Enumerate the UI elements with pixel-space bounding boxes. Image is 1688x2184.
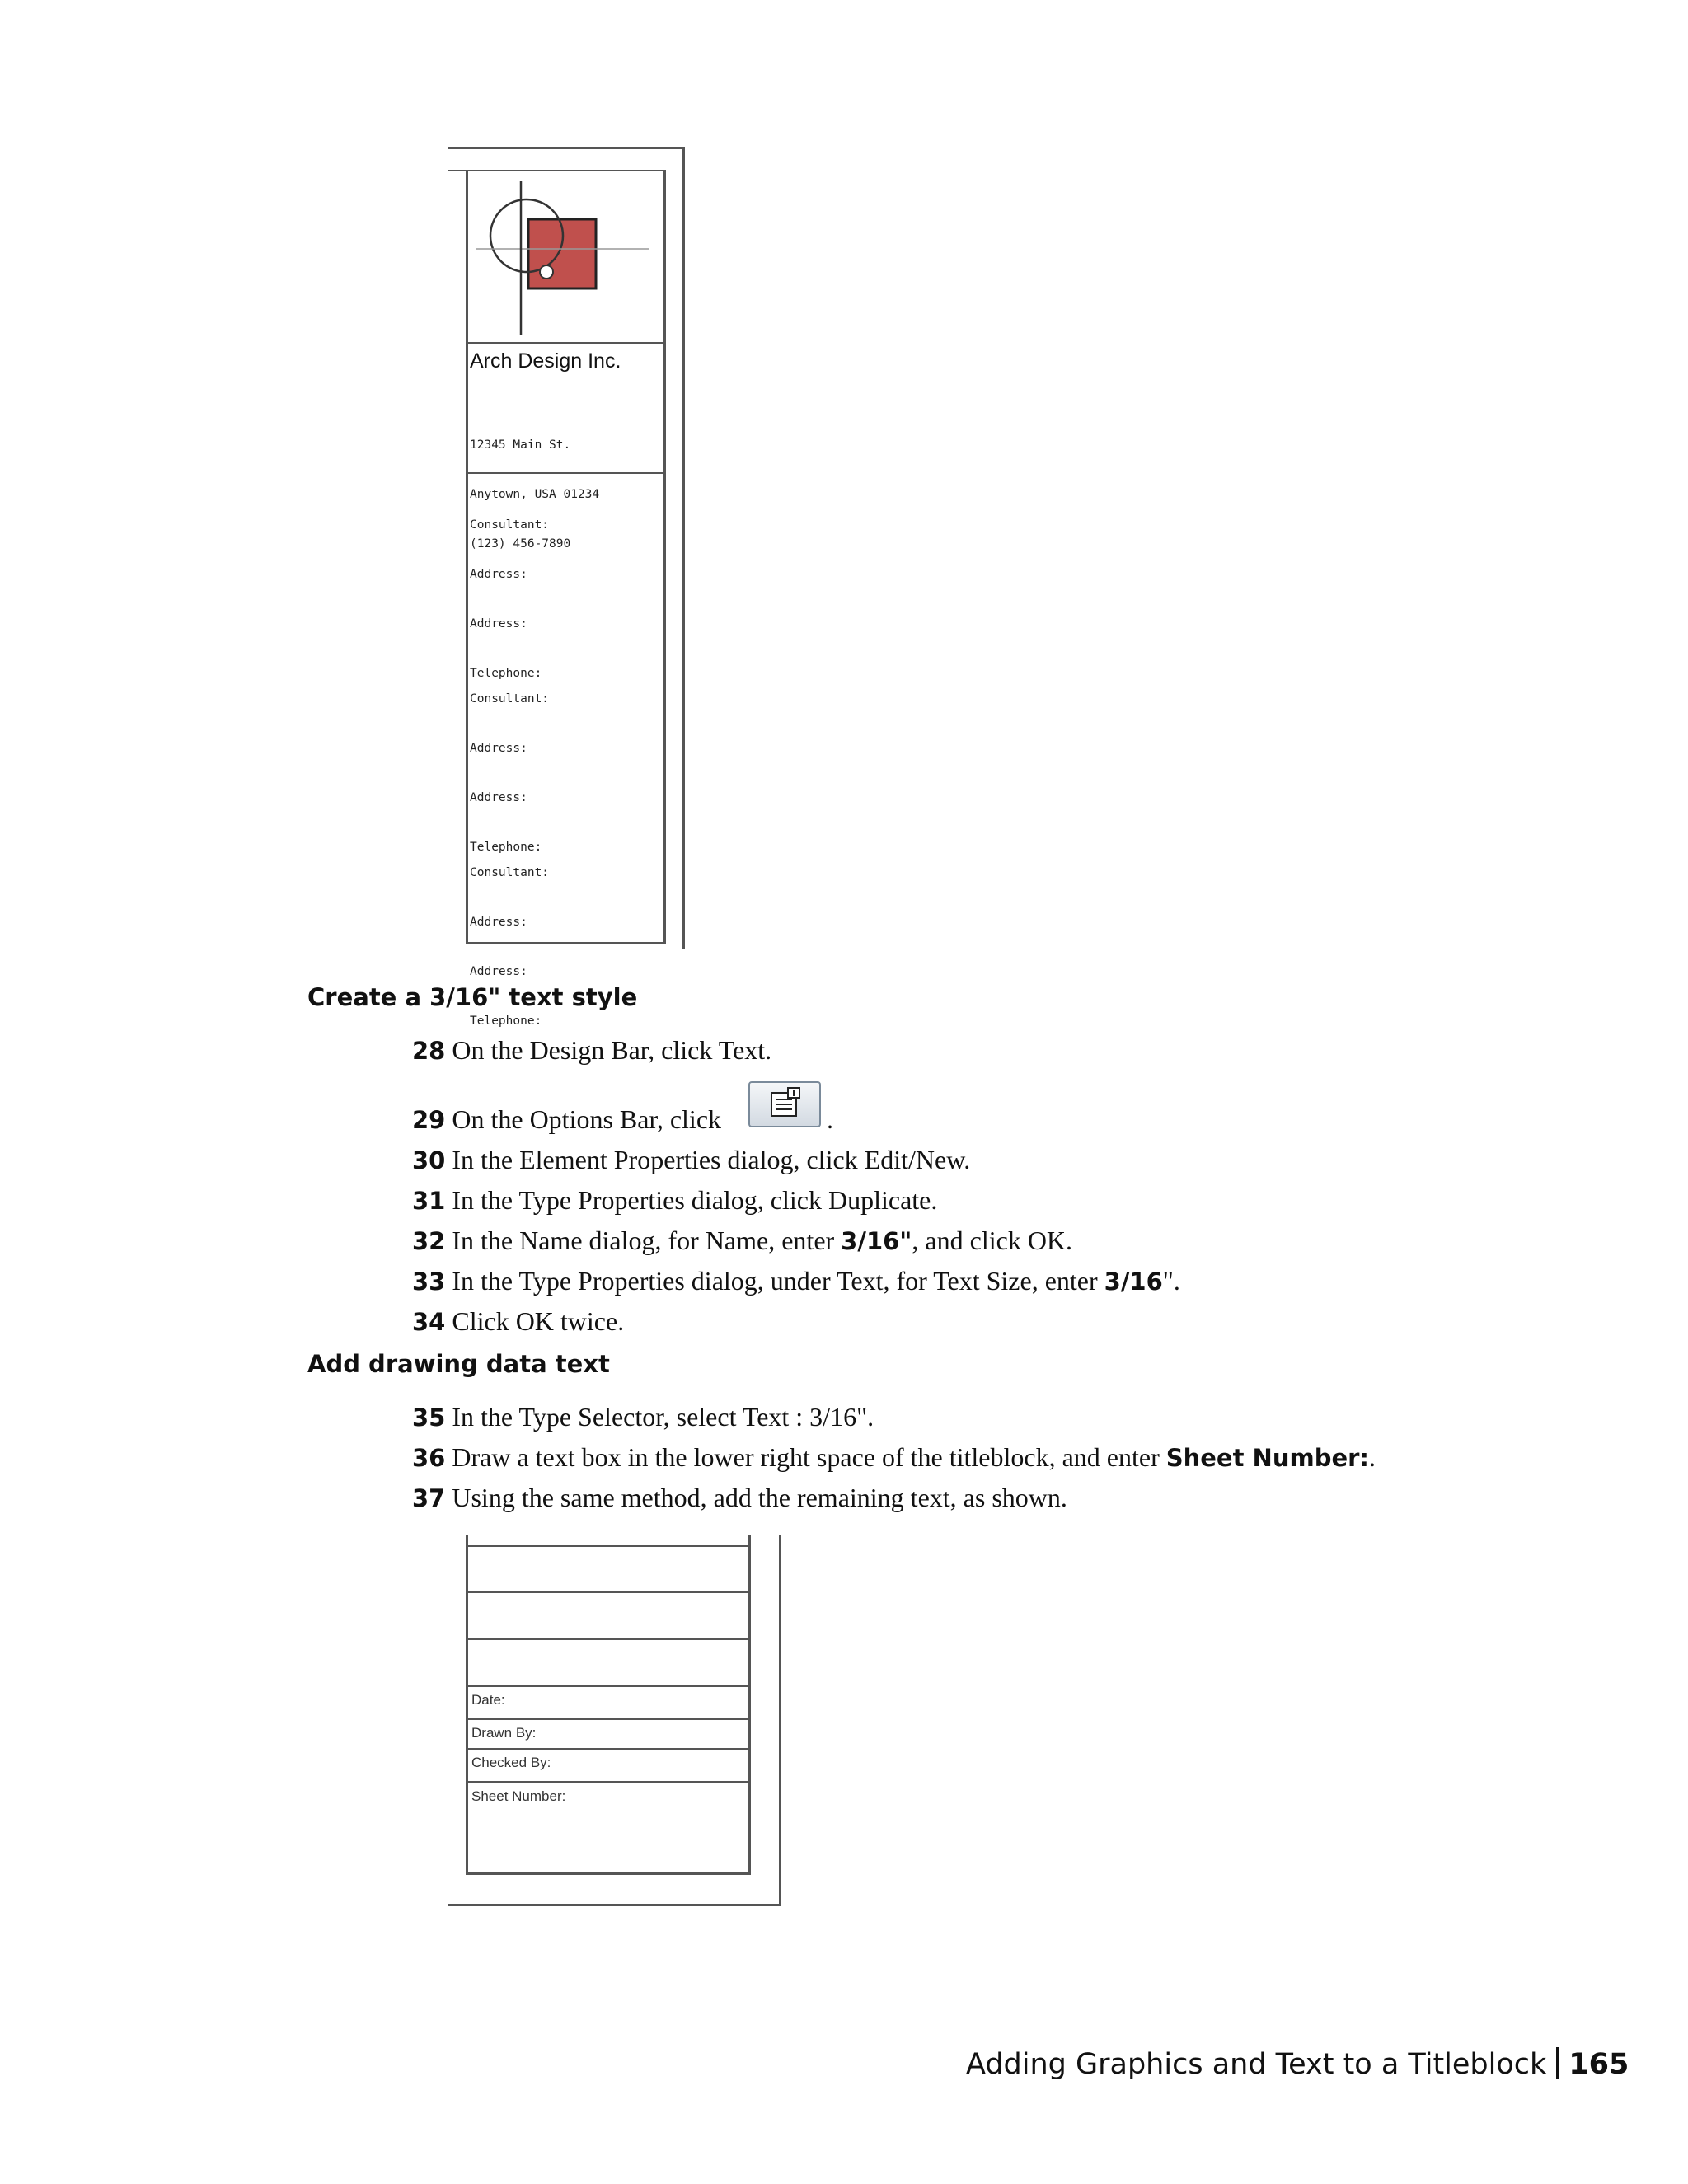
consultant-line: Telephone: — [470, 667, 542, 680]
step-item — [412, 1185, 937, 1216]
step-item — [412, 1306, 624, 1337]
consultant-line: Telephone: — [470, 841, 542, 854]
chapter-title: Adding Graphics and Text to a Titleblock — [966, 2048, 1547, 2081]
titleblock-divider — [466, 1638, 748, 1640]
page-number: 165 — [1568, 2048, 1629, 2081]
step-item — [412, 1035, 771, 1066]
step-number: 36 — [412, 1444, 446, 1472]
step-number: 31 — [412, 1187, 446, 1215]
consultant-line: Address: — [470, 617, 528, 630]
step-number: 30 — [412, 1146, 446, 1174]
drawn-by-label: Drawn By: — [471, 1725, 537, 1741]
step-text: In the Name dialog, for Name, enter — [452, 1226, 842, 1255]
step-item — [412, 1442, 1376, 1473]
step-item — [412, 1402, 874, 1432]
sheet-border-bottom — [448, 1904, 781, 1906]
step-text: On the Design Bar, click Text. — [452, 1035, 772, 1065]
consultant-line: Consultant: — [470, 518, 550, 532]
step-bold-value: Sheet Number: — [1165, 1444, 1370, 1472]
section-heading: Create a 3/16" text style — [307, 983, 638, 1011]
section-heading: Add drawing data text — [307, 1350, 610, 1378]
step-text: Click OK twice. — [452, 1306, 625, 1336]
consultant-line: Consultant: — [470, 692, 550, 705]
sheet-border-right — [682, 147, 685, 949]
step-text: In the Type Selector, select Text : 3/16". — [452, 1402, 874, 1432]
address-line: Anytown, USA 01234 — [470, 488, 600, 501]
step-bold-value: 3/16" — [841, 1227, 912, 1255]
step-number: 34 — [412, 1308, 446, 1336]
step-number: 32 — [412, 1227, 446, 1255]
address-line: (123) 456-7890 — [470, 537, 571, 551]
step-number: 35 — [412, 1404, 446, 1432]
consultant-line: Telephone: — [470, 1015, 542, 1028]
step-number: 37 — [412, 1484, 446, 1512]
titleblock-divider — [466, 342, 663, 344]
consultant-line: Address: — [470, 742, 528, 755]
address-line: 12345 Main St. — [470, 438, 571, 452]
step-item — [412, 1145, 970, 1175]
step-number: 28 — [412, 1037, 446, 1065]
step-text: , and click OK. — [912, 1226, 1073, 1255]
titleblock-divider — [466, 1685, 748, 1687]
step-number: 33 — [412, 1268, 446, 1296]
footer-separator — [1556, 2047, 1559, 2079]
element-properties-icon[interactable] — [748, 1081, 821, 1127]
company-logo-icon — [476, 181, 657, 338]
titleblock-frame — [466, 1535, 751, 1875]
consultant-line: Address: — [470, 791, 528, 804]
sheet-number-label: Sheet Number: — [471, 1788, 566, 1804]
step-text: In the Type Properties dialog, click Duplicate. — [452, 1185, 938, 1215]
consultant-line: Address: — [470, 568, 528, 581]
sheet-border-top — [448, 147, 685, 149]
titleblock-divider — [466, 1748, 748, 1750]
step-item — [412, 1483, 1067, 1513]
checked-by-label: Checked By: — [471, 1755, 551, 1770]
date-label: Date: — [471, 1692, 505, 1708]
consultant-line: Address: — [470, 916, 528, 929]
company-name: Arch Design Inc. — [470, 349, 621, 373]
consultant-block — [470, 832, 549, 1062]
titleblock-divider — [466, 472, 663, 474]
step-text: On the Options Bar, click — [452, 1104, 722, 1134]
step-text: ". — [1162, 1266, 1180, 1296]
titleblock-divider — [466, 1781, 748, 1783]
page-footer — [966, 2047, 1629, 2081]
titleblock-divider — [466, 1718, 748, 1720]
sheet-border-right — [779, 1535, 781, 1905]
titleblock-divider — [466, 1591, 748, 1593]
step-text: Draw a text box in the lower right space of the titleblock, and enter — [452, 1442, 1166, 1472]
step-item — [412, 1226, 1072, 1256]
step-bold-value: 3/16 — [1104, 1268, 1163, 1296]
consultant-line: Consultant: — [470, 866, 550, 879]
step-text: In the Type Properties dialog, under Text, for Text Size, enter — [452, 1266, 1104, 1296]
step-text: Using the same method, add the remaining text, as shown. — [452, 1483, 1067, 1512]
step-trailing-period: . — [827, 1104, 833, 1134]
step-text: In the Element Properties dialog, click Edit/New. — [452, 1145, 971, 1174]
titleblock-divider — [466, 1545, 748, 1547]
step-number: 29 — [412, 1106, 446, 1134]
step-item — [412, 1266, 1180, 1296]
consultant-line: Address: — [470, 965, 528, 978]
step-item — [412, 1104, 721, 1135]
step-text: . — [1369, 1442, 1376, 1472]
